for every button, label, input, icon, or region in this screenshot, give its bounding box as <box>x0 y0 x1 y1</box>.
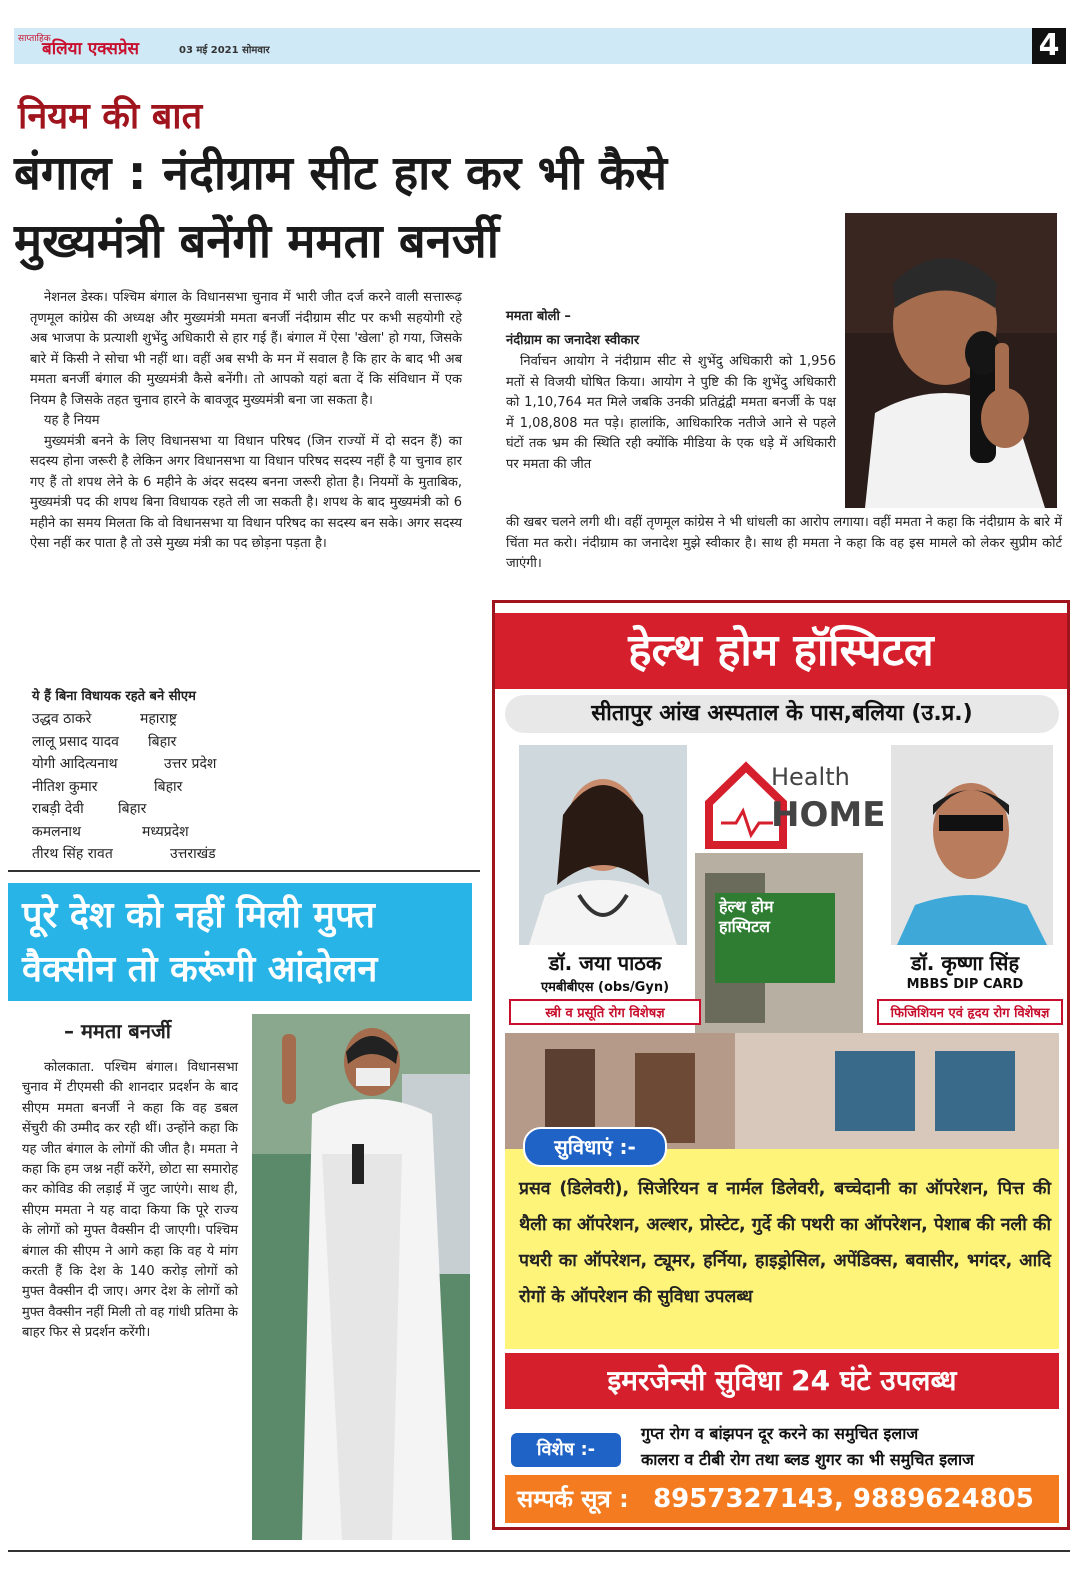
facilities-box <box>505 1149 1059 1349</box>
right-paragraph-narrow <box>506 352 836 475</box>
special-services <box>641 1421 974 1473</box>
doctor-2-degree: MBBS DIP CARD <box>906 977 1024 992</box>
cm-state: मध्यप्रदेश <box>142 823 189 840</box>
hospital-sign-photo <box>695 853 863 1033</box>
cm-name: लालू प्रसाद यादव <box>32 733 119 750</box>
article-kicker: नियम की बात <box>18 96 203 137</box>
hospital-sign-text: हेल्थ होम हास्पिटल <box>719 897 774 936</box>
ad-address: सीतापुर आंख अस्पताल के पास,बलिया (उ.प्र.) <box>505 695 1059 733</box>
vaccine-article-text: कोलकाता. पश्चिम बंगाल। विधानसभा चुनाव में टीएमसी की शानदार प्रदर्शन के बाद सीएम ममता बनर्जी ने कहा कि वह डबल सेंचुरी की उम्मीद कर रही थीं। उन्होंने कहा कि यह जीत बंगाल के लोगों की जीत है। ममता ने कहा कि हम जश्न नहीं करेंगे, छोटा सा समारोह कर कोविड की लड़ाई में जुट जाएंगे। साथ ही, सीएम ममता ने यह वादा किया कि पूरे राज्य के लोगों को मुफ्त वैक्सीन दी जाएगी। पश्चिम बंगाल की सीएम ने आगे कहा कि वह ये मांग करती हैं कि देश के 140 करोड़ लोगों को मुफ्त वैक्सीन दी जाए। अगर देश के लोगों को मुफ्त वैक्सीन नहीं मिली तो वह गांधी प्रतिमा के बाहर फिर से प्रदर्शन करेंगी। <box>22 1060 238 1341</box>
cm-list-item <box>32 843 216 866</box>
facilities-text: प्रसव (डिलेवरी), सिजेरियन व नार्मल डिलेवरी, बच्चेदानी का ऑपरेशन, पित्त की थैली का ऑपरेशन, अल्शर, प्रोस्टेट, गुर्दे की पथरी का ऑपरेशन, पेशाब की नली की पथरी का ऑपरेशन, ट्यूमर, हर्निया, हाइड्रोसिल, अपेंडिक्स, बवासीर, भगंदर, आदि रोगों के ऑपरेशन की सुविधा उपलब्ध <box>519 1179 1051 1307</box>
brand-small: साप्ताहिक <box>18 34 51 44</box>
hospital-advertisement <box>492 600 1070 1530</box>
article-body-left <box>30 288 462 555</box>
vaccine-headline-line-2: वैक्सीन तो करूंगी आंदोलन <box>22 949 378 990</box>
doctor-1-photo <box>519 745 687 945</box>
mamata-victory-photo <box>252 1014 470 1540</box>
vaccine-headline-banner <box>8 883 472 1001</box>
right-subheading-2: नंदीग्राम का जनादेश स्वीकार <box>506 333 640 348</box>
health-home-logo <box>701 753 886 853</box>
doctor-1-degree: एमबीबीएस (obs/Gyn) <box>540 980 670 995</box>
contact-numbers: 8957327143, 9889624805 <box>653 1484 1034 1514</box>
doctor-1-name: डॉ. जया पाठक <box>548 951 662 975</box>
cm-name: नीतिश कुमार <box>32 778 98 795</box>
contact-label: सम्पर्क सूत्र : <box>517 1485 629 1513</box>
newspaper-brand: बलिया एक्सप्रेस <box>42 39 140 59</box>
cm-name: राबड़ी देवी <box>32 801 84 817</box>
emergency-banner: इमरजेन्सी सुविधा 24 घंटे उपलब्ध <box>505 1353 1059 1409</box>
cm-list-item <box>32 753 216 776</box>
issue-date: 03 मई 2021 सोमवार <box>179 45 270 56</box>
right-paragraph-wide <box>506 513 1062 575</box>
cm-state: बिहार <box>148 733 177 750</box>
page-number: 4 <box>1032 28 1066 64</box>
cm-name: उद्धव ठाकरे <box>32 711 92 727</box>
cm-list-item <box>32 731 216 754</box>
doctor-1-speciality: स्त्री व प्रसूति रोग विशेषज्ञ <box>509 999 701 1025</box>
masthead-bar <box>14 28 1066 64</box>
ad-hospital-name: हेल्थ होम हॉस्पिटल <box>495 613 1067 689</box>
cm-name: योगी आदित्यनाथ <box>32 756 118 772</box>
column-divider <box>8 870 480 872</box>
cm-name: तीरथ सिंह रावत <box>32 846 113 862</box>
cm-list <box>32 708 216 866</box>
article-headline <box>14 140 874 276</box>
cm-state: महाराष्ट्र <box>140 711 177 727</box>
facilities-tag: सुविधाएं :- <box>523 1127 667 1167</box>
page-bottom-rule <box>8 1550 1070 1552</box>
right-paragraph-wide-text: की खबर चलने लगी थी। वहीं तृणमूल कांग्रेस ने भी धांधली का आरोप लगाया। वहीं ममता ने कहा कि नंदीग्राम के बारे में चिंता मत करो। नंदीग्राम का जनादेश मुझे स्वीकार है। साथ ही ममता ने कहा कि वह इस मामले को लेकर सुप्रीम कोर्ट जाएंगी। <box>506 515 1062 571</box>
right-paragraph-narrow-text: निर्वाचन आयोग ने नंदीग्राम सीट से शुभेंदु अधिकारी को 1,956 मतों से विजयी घोषित किया। आयोग ने पुष्टि की कि शुभेंदु अधिकारी को 1,10,764 मत मिले जबकि उनकी प्रतिद्वंद्वी ममता बनर्जी के पक्ष में 1,08,808 मत पड़े। हालांकि, आधिकारिक नतीजे आने से पहले घंटों तक भ्रम की स्थिति रही क्योंकि मीडिया के एक धड़े में अधिकारी पर ममता की जीत <box>506 354 836 472</box>
special-tag: विशेष :- <box>511 1433 621 1467</box>
logo-text-health: Health <box>771 763 850 791</box>
mamata-speaking-photo <box>845 213 1057 508</box>
article-paragraph-1: नेशनल डेस्क। पश्चिम बंगाल के विधानसभा चुनाव में भारी जीत दर्ज करने वाली सत्तारूढ़ तृणमूल कांग्रेस की अध्यक्ष और मुख्यमंत्री ममता बनर्जी नंदीग्राम सीट पर कभी सहयोगी रहे अब भाजपा के प्रत्याशी शुभेंदु अधिकारी से हार गई हैं। बंगाल में ऐसा 'खेला' हो गया, जिसके बारे में किसी ने सोचा भी नहीं था। वहीं अब सभी के मन में सवाल है कि हार के बाद भी अब ममता बनर्जी बंगाल की मुख्यमंत्री कैसे बनेंगी। तो आपको यहां बता दें कि संविधान में एक नियम है जिसके तहत चुनाव हारने के बावजूद मुख्यमंत्री बना जा सकता है। <box>30 290 462 408</box>
cm-list-title: ये हैं बिना विधायक रहते बने सीएम <box>32 689 196 704</box>
article-subheading: यह है नियम <box>44 413 100 428</box>
doctor-2-name: डॉ. कृष्णा सिंह <box>910 951 1020 975</box>
headline-line-2: मुख्यमंत्री बनेंगी ममता बनर्जी <box>14 214 499 269</box>
contact-bar <box>505 1475 1059 1523</box>
headline-line-1: बंगाल : नंदीग्राम सीट हार कर भी कैसे <box>14 146 668 201</box>
cm-name: कमलनाथ <box>32 823 81 840</box>
vaccine-article-body <box>22 1058 238 1344</box>
logo-text-home: HOME <box>771 795 886 835</box>
vaccine-byline: – ममता बनर्जी <box>64 1019 171 1043</box>
cm-list-item <box>32 776 216 799</box>
right-subheading-1: ममता बोली – <box>506 309 571 324</box>
special-line-1: गुप्त रोग व बांझपन दूर करने का समुचित इलाज <box>641 1424 919 1443</box>
doctor-2-photo <box>891 745 1053 945</box>
cm-list-item <box>32 708 216 731</box>
special-line-2: कालरा व टीबी रोग तथा ब्लड शुगर का भी समुचित इलाज <box>641 1450 974 1469</box>
vaccine-headline-line-1: पूरे देश को नहीं मिली मुफ्त <box>22 895 375 936</box>
doctor-2-speciality: फिजिशियन एवं हृदय रोग विशेषज्ञ <box>877 999 1063 1025</box>
cm-state: उत्तराखंड <box>170 846 216 862</box>
cm-state: बिहार <box>154 778 183 795</box>
cm-list-item <box>32 798 216 821</box>
article-paragraph-2: मुख्यमंत्री बनने के लिए विधानसभा या विधान परिषद (जिन राज्यों में दो सदन हैं) का सदस्य होना जरूरी है लेकिन अगर विधानसभा या विधान परिषद सदस्य नहीं है या चुनाव हार गए हैं तो शपथ लेने के 6 महीने के अंदर सदस्य बनना जरूरी होता है। नियमों के मुताबिक, मुख्यमंत्री पद की शपथ बिना विधायक रहते ली जा सकती है। शपथ के बाद मुख्यमंत्री को 6 महीने का समय मिलता कि वो विधानसभा या विधान परिषद का सदस्य बन सके। अगर सदस्य ऐसा नहीं कर पाता है तो उसे मुख्य मंत्री का पद छोड़ना पड़ता है। <box>30 433 462 551</box>
cm-list-item <box>32 821 216 844</box>
cm-state: बिहार <box>118 801 147 817</box>
cm-state: उत्तर प्रदेश <box>164 756 217 772</box>
